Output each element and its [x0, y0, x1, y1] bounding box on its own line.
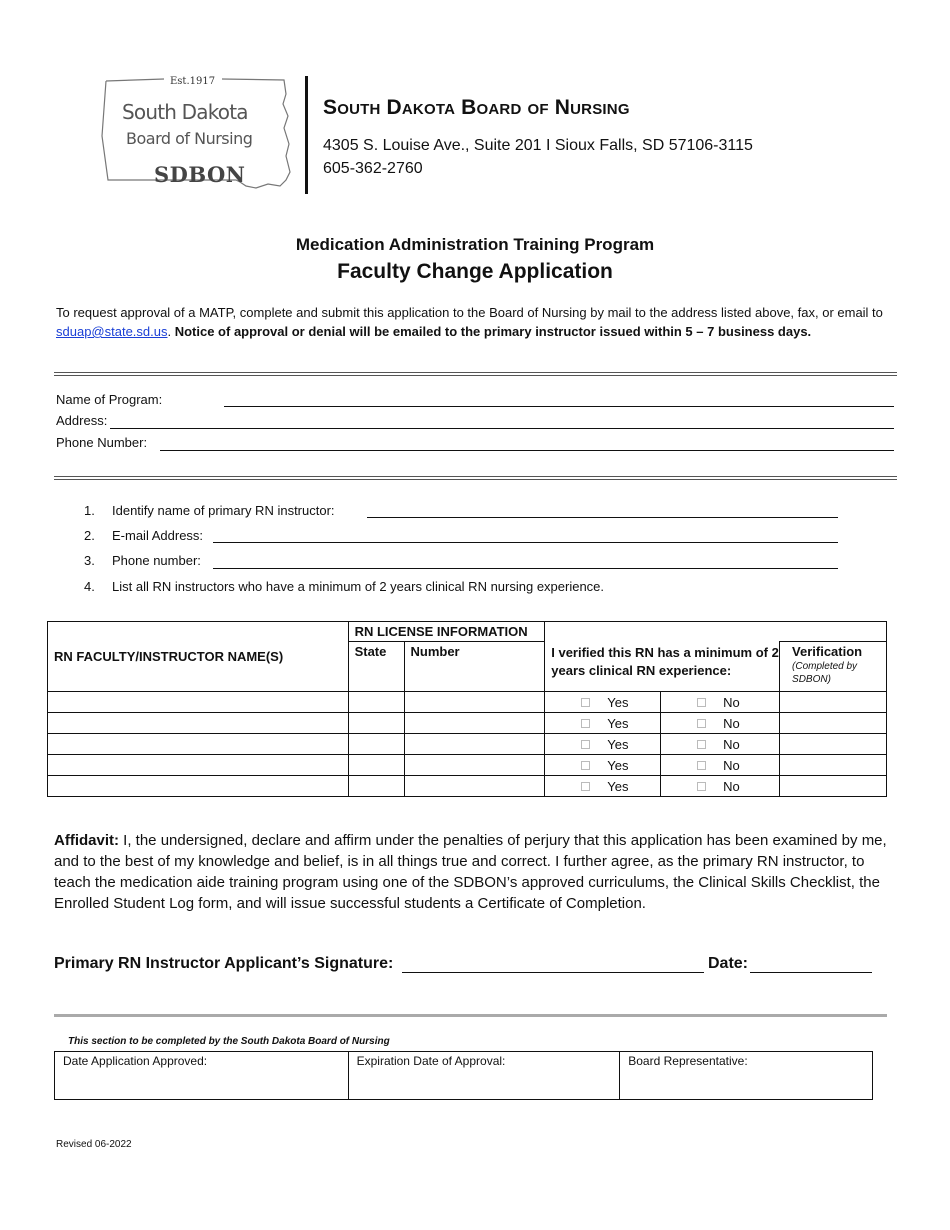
number-cell[interactable]: [404, 713, 545, 734]
header-divider: [305, 76, 308, 194]
intro-text: To request approval of a MATP, complete and submit this application to the Board of Nursing by mail to the address listed above, fax, or email to: [56, 305, 883, 320]
header-blank: [545, 622, 887, 642]
yes-cell[interactable]: [545, 692, 661, 713]
yes-label: Yes: [607, 778, 629, 794]
state-cell[interactable]: [348, 713, 404, 734]
program-name-field[interactable]: [224, 406, 894, 407]
program-title: Medication Administration Training Program: [295, 235, 655, 254]
no-label: No: [723, 736, 740, 752]
state-cell[interactable]: [348, 776, 404, 797]
instructor-name-cell[interactable]: [48, 755, 349, 776]
col-header-name: RN FACULTY/INSTRUCTOR NAME(S): [48, 622, 349, 692]
email-link[interactable]: sduap@state.sd.us: [56, 324, 168, 339]
question-text: List all RN instructors who have a minimum of 2 years clinical RN nursing experience.: [112, 579, 605, 594]
verification-cell: [780, 713, 887, 734]
no-cell[interactable]: [661, 734, 780, 755]
phone-field[interactable]: [160, 450, 894, 451]
number-cell[interactable]: [404, 755, 545, 776]
signature-field[interactable]: [402, 972, 704, 973]
intro-notice: Notice of approval or denial will be emailed to the primary instructor issued within 5 – 7 business days.: [174, 324, 812, 339]
representative-label: Board Representative:: [628, 1054, 748, 1068]
table-row: [48, 755, 887, 776]
yes-checkbox[interactable]: [581, 761, 590, 770]
revision-note: Revised 06-2022: [56, 1139, 132, 1150]
col-header-number: Number: [404, 642, 545, 692]
col-header-license: RN LICENSE INFORMATION: [348, 622, 545, 642]
no-cell[interactable]: [661, 713, 780, 734]
yes-cell[interactable]: [545, 713, 661, 734]
yes-label: Yes: [607, 694, 629, 710]
yes-cell[interactable]: [545, 776, 661, 797]
logo-line-1: South Dakota: [122, 100, 248, 124]
state-cell[interactable]: [348, 692, 404, 713]
signature-label: Primary RN Instructor Applicant’s Signature:: [54, 955, 394, 972]
instructor-name-cell[interactable]: [48, 713, 349, 734]
form-title: Faculty Change Application: [337, 260, 613, 283]
number-cell[interactable]: [404, 692, 545, 713]
table-row: [48, 734, 887, 755]
rn-instructor-table: [47, 621, 887, 797]
yes-cell[interactable]: [545, 734, 661, 755]
instructor-name-cell[interactable]: [48, 692, 349, 713]
verification-cell: [780, 734, 887, 755]
affidavit: [54, 830, 894, 914]
affidavit-text: I, the undersigned, declare and affirm under the penalties of perjury that this application has been examined by me, and to the best of my knowledge and belief, is in all things true and correct. I further agree, as the primary RN instructor, to teach the medication aide training program using one of the SDBON’s approved curriculums, the Clinical Skills Checklist, the Enrolled Student Log form, and will issue successful students a Certificate of Completion.: [54, 832, 887, 912]
no-cell[interactable]: [661, 755, 780, 776]
col-header-state: State: [348, 642, 404, 692]
col-header-verified: I verified this RN has a minimum of 2 years clinical RN experience:: [545, 642, 780, 692]
board-section-caption: This section to be completed by the South Dakota Board of Nursing: [68, 1036, 390, 1047]
question-text: Identify name of primary RN instructor:: [112, 503, 335, 518]
col-header-verification: [780, 642, 887, 692]
verification-title: Verification: [792, 644, 863, 659]
state-cell[interactable]: [348, 734, 404, 755]
number-cell[interactable]: [404, 776, 545, 797]
date-field[interactable]: [750, 972, 872, 973]
phone-label: Phone Number:: [56, 435, 148, 450]
verification-cell: [780, 776, 887, 797]
yes-checkbox[interactable]: [581, 698, 590, 707]
verification-cell: [780, 755, 887, 776]
yes-checkbox[interactable]: [581, 740, 590, 749]
section-divider: [54, 476, 897, 480]
verification-subtitle: (Completed by SDBON): [792, 661, 858, 685]
table-row: [48, 692, 887, 713]
intro-text-after: .: [167, 324, 175, 339]
question-number: 2.: [84, 528, 95, 543]
question-text: E-mail Address:: [112, 528, 204, 543]
address-field[interactable]: [110, 428, 894, 429]
no-checkbox[interactable]: [697, 698, 706, 707]
expiration-cell[interactable]: [348, 1052, 620, 1100]
yes-checkbox[interactable]: [581, 782, 590, 791]
no-cell[interactable]: [661, 776, 780, 797]
no-label: No: [723, 715, 740, 731]
primary-instructor-field[interactable]: [367, 517, 838, 518]
board-section-divider: [54, 1014, 887, 1017]
no-checkbox[interactable]: [697, 761, 706, 770]
logo-line-3: SDBON: [154, 162, 246, 187]
question-number: 3.: [84, 553, 95, 568]
question-text: Phone number:: [112, 553, 201, 568]
yes-label: Yes: [607, 715, 629, 731]
no-checkbox[interactable]: [697, 782, 706, 791]
org-phone: 605-362-2760: [323, 160, 423, 177]
org-name: South Dakota Board of Nursing: [323, 96, 630, 119]
date-approved-cell[interactable]: [55, 1052, 349, 1100]
yes-cell[interactable]: [545, 755, 661, 776]
affidavit-label: Affidavit:: [54, 832, 119, 849]
representative-cell[interactable]: [620, 1052, 873, 1100]
expiration-label: Expiration Date of Approval:: [356, 1054, 506, 1068]
board-approval-table: [54, 1051, 873, 1100]
email-field[interactable]: [213, 542, 838, 543]
date-approved-label: Date Application Approved:: [63, 1054, 208, 1068]
question-number: 4.: [84, 579, 95, 594]
org-address: 4305 S. Louise Ave., Suite 201 I Sioux Falls, SD 57106-3115: [323, 137, 753, 154]
no-label: No: [723, 757, 740, 773]
no-checkbox[interactable]: [697, 719, 706, 728]
logo-line-2: Board of Nursing: [126, 129, 253, 148]
no-label: No: [723, 778, 740, 794]
instructor-name-cell[interactable]: [48, 734, 349, 755]
no-checkbox[interactable]: [697, 740, 706, 749]
state-cell[interactable]: [348, 755, 404, 776]
no-cell[interactable]: [661, 692, 780, 713]
section-divider: [54, 372, 897, 376]
table-row: [48, 776, 887, 797]
question-number: 1.: [84, 503, 95, 518]
logo-est: Est.1917: [170, 76, 216, 87]
sdbon-logo: [98, 76, 292, 194]
table-row: [48, 713, 887, 734]
instructor-name-cell[interactable]: [48, 776, 349, 797]
program-name-label: Name of Program:: [56, 392, 163, 407]
instructor-phone-field[interactable]: [213, 568, 838, 569]
address-label: Address:: [56, 413, 108, 428]
yes-label: Yes: [607, 736, 629, 752]
number-cell[interactable]: [404, 734, 545, 755]
intro-paragraph: [56, 303, 896, 341]
yes-label: Yes: [607, 757, 629, 773]
yes-checkbox[interactable]: [581, 719, 590, 728]
verification-cell: [780, 692, 887, 713]
no-label: No: [723, 694, 740, 710]
date-label: Date:: [708, 955, 749, 972]
